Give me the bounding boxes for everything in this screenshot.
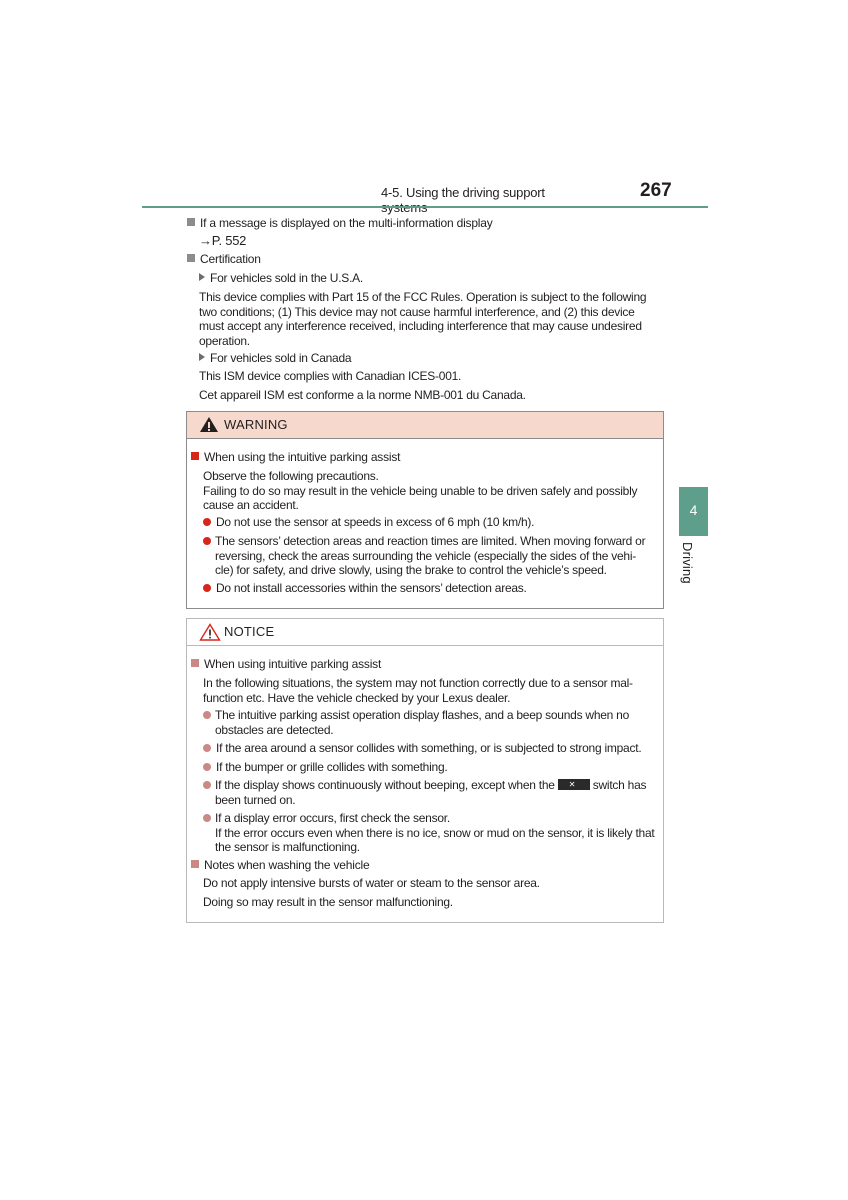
dot-bullet-icon [203,711,211,719]
caution-icon [199,623,221,646]
square-bullet-icon [187,218,195,226]
parking-assist-switch-icon: ✕ [558,779,590,790]
dot-bullet-icon [203,537,211,545]
dot-bullet-icon [203,814,211,822]
notice-label: NOTICE [224,624,275,639]
notice-bullet: If the area around a sensor collides with something, or is subjected to strong impact. [203,741,641,756]
dot-bullet-icon [203,584,211,592]
warning-heading: When using the intuitive parking assist [191,450,400,464]
washing-line: Doing so may result in the sensor malfunctioning. [203,895,453,909]
notice-bullet: If the display shows continuously without beeping, except when the ✕ switch has been turned on. [203,778,646,807]
fcc-paragraph: This device complies with Part 15 of the FCC Rules. Operation is subject to the following two conditions; (1) This device may not cause harmful interference, and (2) this device must accept any interference received, including interference that may cause undesired operation. [199,290,647,348]
warning-bullet: Do not use the sensor at speeds in excess of 6 mph (10 km/h). [203,515,534,530]
notice-bullet: The intuitive parking assist operation display flashes, and a beep sounds when no obstacles are detected. [203,708,629,737]
square-bullet-icon [191,452,199,460]
page-number: 267 [640,180,672,201]
warning-intro: Observe the following precautions. Failing to do so may result in the vehicle being unable to be driven safely and possibly cause an accident. [203,469,638,512]
dot-bullet-icon [203,781,211,789]
canada-subheading: For vehicles sold in Canada [199,351,351,366]
notice-bullet: If a display error occurs, first check the sensor. If the error occurs even when there is no ice, snow or mud on the sensor, it is likely that the sensor is malfunctioning. [203,811,654,855]
certification-heading: Certification [187,252,261,266]
warning-bullet: The sensors’ detection areas and reaction times are limited. When moving forward or reversing, check the areas surrounding the vehicle (especially the sides of the vehi- cle) for safety, and drive slowly, using the brake to control the vehicle’s speed. [203,534,645,578]
triangle-bullet-icon [199,353,205,361]
notice-bullet: If the bumper or grille collides with something. [203,760,447,775]
dot-bullet-icon [203,744,211,752]
running-header: 4-5. Using the driving support [381,185,545,200]
triangle-bullet-icon [199,273,205,281]
square-bullet-icon [191,860,199,868]
ices-statement: This ISM device complies with Canadian ICES-001. [199,369,462,383]
dot-bullet-icon [203,518,211,526]
warning-bullet: Do not install accessories within the sensors’ detection areas. [203,581,527,596]
chapter-label: Driving [680,542,695,584]
washing-heading: Notes when washing the vehicle [191,858,369,872]
header-rule [142,206,708,208]
warning-icon [199,416,219,438]
chapter-tab: 4 [679,487,708,536]
notice-intro: In the following situations, the system may not function correctly due to a sensor mal- function etc. Have the vehicle checked by your Lexus dealer. [203,676,633,705]
dot-bullet-icon [203,763,211,771]
message-heading: If a message is displayed on the multi-information display [187,216,493,230]
usa-subheading: For vehicles sold in the U.S.A. [199,271,363,286]
page-reference-link[interactable]: →P. 552 [199,233,247,248]
washing-line: Do not apply intensive bursts of water or steam to the sensor area. [203,876,540,890]
nmb-statement: Cet appareil ISM est conforme a la norme NMB-001 du Canada. [199,388,526,402]
square-bullet-icon [187,254,195,262]
square-bullet-icon [191,659,199,667]
notice-heading: When using intuitive parking assist [191,657,381,671]
warning-label: WARNING [224,417,288,432]
